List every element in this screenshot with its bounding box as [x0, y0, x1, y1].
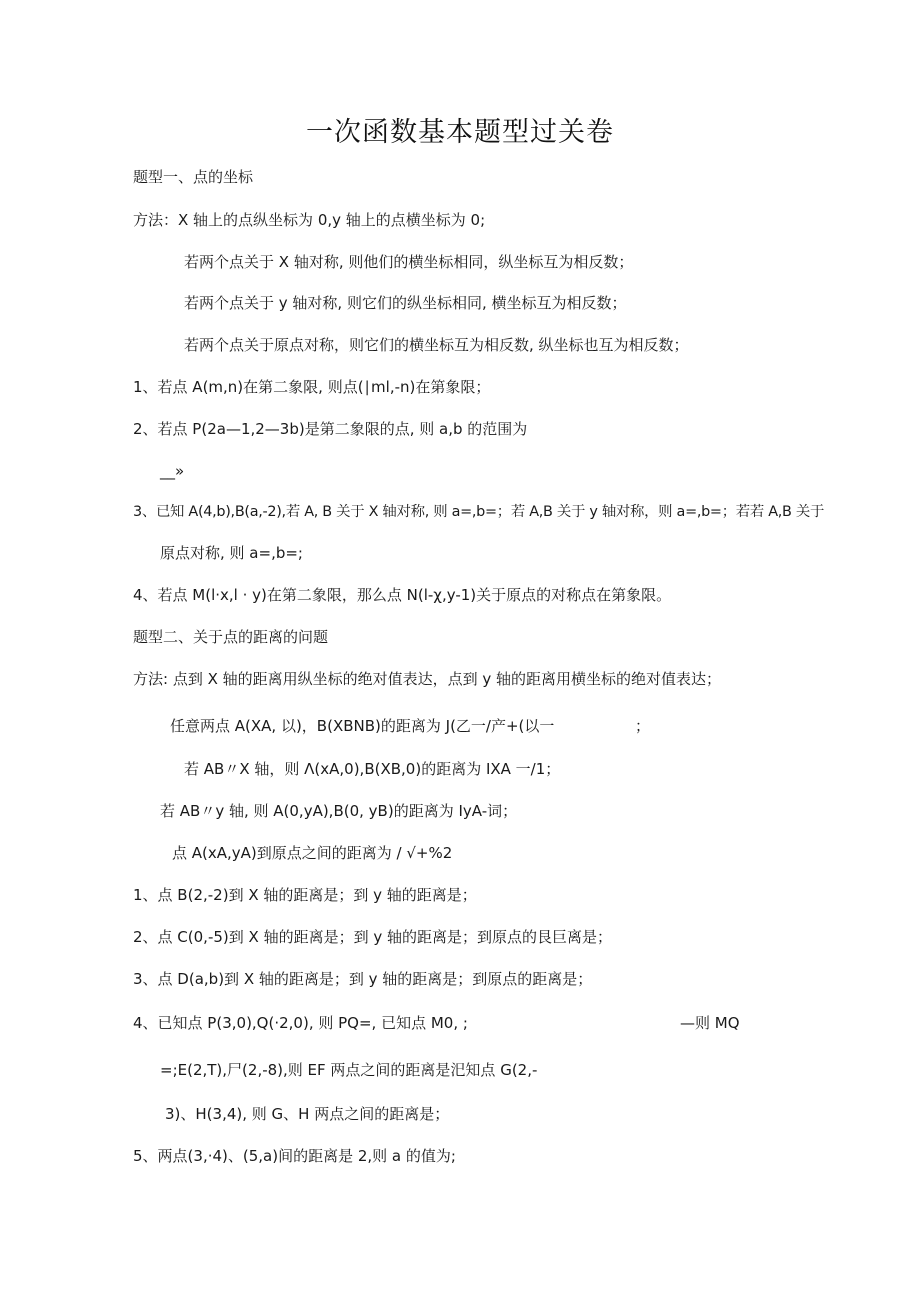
rule-line: 若两个点关于 y 轴对称, 则它们的纵坐标相同, 横坐标互为相反数；: [184, 294, 627, 312]
formula-line: 点 A(xA,yA)到原点之间的距离为 / √+%2: [172, 844, 453, 862]
question-4-continued: =;E(2,T),尸(2,-8),则 EF 两点之间的距离是汜知点 G(2,-: [160, 1061, 538, 1079]
formula-line: 若 AB〃y 轴, 则 A(0,yA),B(0, yB)的距离为 IyA-词；: [160, 802, 518, 820]
question-1: 1、若点 A(m,n)在第二象限, 则点(∣ml,-n)在第象限；: [133, 378, 491, 396]
section-heading-1: 题型一、点的坐标: [133, 168, 254, 186]
question-1: 1、点 B(2,-2)到 X 轴的距离是；到 y 轴的距离是；: [133, 886, 477, 904]
answer-blank: __»: [160, 462, 185, 480]
formula-line-end: ；: [635, 717, 651, 735]
page-title: 一次函数基本题型过关卷: [306, 117, 614, 148]
formula-line: 任意两点 A(XA, 以)，B(XBNB)的距离为 J(乙一/产+(以一: [170, 717, 555, 735]
method-line: 方法：X 轴上的点纵坐标为 0,y 轴上的点横坐标为 0;: [133, 211, 486, 229]
rule-line: 若两个点关于原点对称，则它们的横坐标互为相反数, 纵坐标也互为相反数；: [184, 336, 689, 354]
question-2: 2、点 C(0,-5)到 X 轴的距离是；到 y 轴的距离是；到原点的艮巨离是；: [133, 928, 612, 946]
question-3: 3、已知 A(4,b),B(a,-2),若 A, B 关于 X 轴对称, 则 a=,b=；若 A,B 关于 y 轴对称，则 a=,b=；若若 A,B 关于: [133, 504, 825, 520]
section-heading-2: 题型二、关于点的距离的问题: [133, 628, 329, 646]
question-4: 4、若点 M(l·x,l · y)在第二象限，那么点 N(l-χ,y-1)关于原点的对称点在第象限。: [133, 586, 672, 604]
method-line: 方法: 点到 X 轴的距离用纵坐标的绝对值表达，点到 y 轴的距离用横坐标的绝对值表达；: [133, 670, 722, 688]
question-4-right: —则 MQ: [680, 1014, 740, 1032]
formula-line: 若 AB〃X 轴，则 Λ(xA,0),B(XB,0)的距离为 IXA 一/1；: [184, 760, 561, 778]
question-2: 2、若点 P(2a—1,2—3b)是第二象限的点, 则 a,b 的范围为: [133, 420, 528, 438]
question-3: 3、点 D(a,b)到 X 轴的距离是；到 y 轴的距离是；到原点的距离是；: [133, 970, 593, 988]
question-3-continued: 原点对称, 则 a=,b=;: [160, 544, 303, 562]
question-5: 5、两点(3,·4)、(5,a)间的距离是 2,则 a 的值为;: [133, 1147, 456, 1165]
question-4-continued: 3)、H(3,4), 则 G、H 两点之间的距离是；: [165, 1105, 450, 1123]
question-4: 4、已知点 P(3,0),Q(·2,0), 则 PQ=, 已知点 M0, ;: [133, 1014, 468, 1032]
rule-line: 若两个点关于 X 轴对称, 则他们的横坐标相同，纵坐标互为相反数；: [184, 253, 634, 271]
